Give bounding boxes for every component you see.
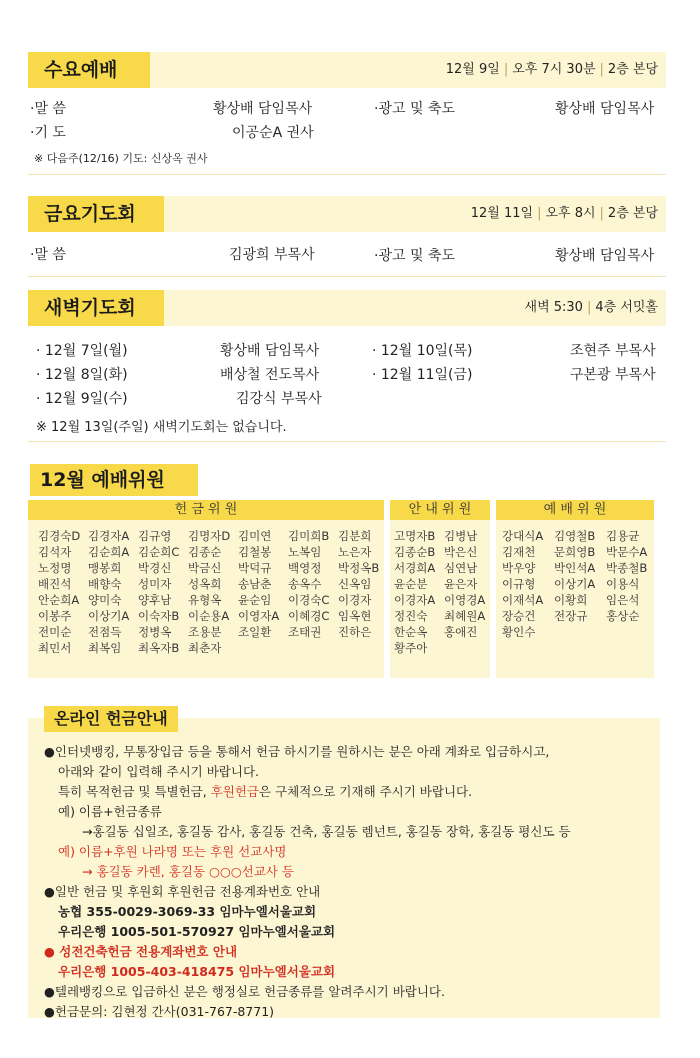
committee-member-name: 전점득 xyxy=(88,625,122,639)
committee-member-name: 김명자D xyxy=(188,529,231,543)
dawn-date: · 12월 10일(목) xyxy=(372,343,473,359)
committee-member-name: 송남춘 xyxy=(238,577,272,591)
online-bullet-4: ●텔레뱅킹으로 입금하신 분은 행정실로 헌금종류를 알려주시기 바랍니다. xyxy=(44,984,445,999)
committee-member-name: 이경자A xyxy=(394,593,436,607)
divider xyxy=(28,174,666,175)
online-example-2-detail: → 홍길동 카렌, 홍길동 ○○○선교사 등 xyxy=(82,864,294,879)
committee-member-name: 박우양 xyxy=(502,561,536,575)
committee-member-name: 양후남 xyxy=(138,593,172,607)
committee-member-name: 배향숙 xyxy=(88,577,122,591)
online-bullet-3: ● 성전건축헌금 전용계좌번호 안내 xyxy=(44,944,238,959)
committee-member-name: 김순희A xyxy=(88,545,130,559)
dawn-preacher: 구본광 부목사 xyxy=(570,367,656,383)
committee-member-name: 이상기A xyxy=(554,577,596,591)
wednesday-title: 수요예배 xyxy=(28,52,150,88)
committee-member-name: 조용분 xyxy=(188,625,222,639)
committee-member-name: 성미자 xyxy=(138,577,172,591)
committee-row xyxy=(38,576,388,592)
committee-member-name: 윤순임 xyxy=(238,593,272,607)
committee-row xyxy=(394,640,492,656)
committee-member-name: 김용균 xyxy=(606,529,640,543)
committee-member-name: 이혜경C xyxy=(288,609,330,623)
committee-member-name: 김미연 xyxy=(238,529,272,543)
account-nonghyup: 농협 355-0029-3069-33 임마누엘서울교회 xyxy=(58,904,317,919)
dawn-preacher: 김강식 부목사 xyxy=(236,391,322,407)
usher-names xyxy=(394,528,492,656)
committee-member-name: 조태권 xyxy=(288,625,322,639)
friday-ad-name: 황상배 담임목사 xyxy=(555,248,655,264)
committee-member-name: 송옥수 xyxy=(288,577,322,591)
online-example-2: 예) 이름+후원 나라명 또는 후원 선교사명 xyxy=(58,844,287,859)
committee-member-name: 박정옥B xyxy=(338,561,380,575)
committee-member-name: 박경신 xyxy=(138,561,172,575)
divider xyxy=(28,441,666,442)
committee-row xyxy=(502,544,658,560)
committee-member-name: 김종순B xyxy=(394,545,436,559)
committee-row xyxy=(394,624,492,640)
committee-row xyxy=(38,560,388,576)
online-example-1: 예) 이름+헌금종류 xyxy=(58,804,162,819)
committee-member-name: 홍상순 xyxy=(606,609,640,623)
wednesday-date: 12월 9일 xyxy=(445,62,500,77)
wednesday-time: 오후 7시 30분 xyxy=(512,62,596,77)
committee-member-name: 최옥자B xyxy=(138,641,180,655)
committee-member-name: 최혜원A xyxy=(444,609,486,623)
committee-member-name: 임은석 xyxy=(606,593,640,607)
dawn-place: 4층 서밋홀 xyxy=(595,300,658,315)
wednesday-ad-label: ·광고 및 축도 xyxy=(374,101,455,117)
divider xyxy=(28,276,666,277)
wednesday-ad-name: 황상배 담임목사 xyxy=(555,101,655,117)
committee-member-name: 조일환 xyxy=(238,625,272,639)
committee-member-name: 신옥임 xyxy=(338,577,372,591)
committee-row xyxy=(38,608,388,624)
committee-row xyxy=(394,576,492,592)
dawn-date: · 12월 7일(월) xyxy=(36,343,128,359)
text: 은 구체적으로 기재해 주시기 바랍니다. xyxy=(259,784,473,799)
offering-header: 헌 금 위 원 xyxy=(28,500,384,520)
committee-member-name: 서경희A xyxy=(394,561,436,575)
committee-member-name: 김병남 xyxy=(444,529,478,543)
committee-member-name: 이황희 xyxy=(554,593,588,607)
dawn-time: 새벽 5:30 xyxy=(524,300,583,315)
committee-member-name: 안순희A xyxy=(38,593,80,607)
committee-member-name: 최춘자 xyxy=(188,641,222,655)
dawn-schedule: 새벽 5:30 | 4층 서밋홀 xyxy=(524,300,658,315)
committee-member-name: 전장규 xyxy=(554,609,588,623)
online-example-1-detail: →홍길동 십일조, 홍길동 감사, 홍길동 건축, 홍길동 렘넌트, 홍길동 장학, 홍길동 평신도 등 xyxy=(82,824,571,839)
committee-row xyxy=(502,640,658,656)
committee-member-name: 김규영 xyxy=(138,529,172,543)
committee-member-name: 김분희 xyxy=(338,529,372,543)
friday-place: 2층 본당 xyxy=(607,206,658,221)
committee-member-name: 김영철B xyxy=(554,529,596,543)
committee-member-name: 노복임 xyxy=(288,545,322,559)
committee-member-name: 이규형 xyxy=(502,577,536,591)
committee-member-name: 이재석A xyxy=(502,593,544,607)
wednesday-prayer-label: ·기 도 xyxy=(30,125,66,141)
committee-member-name: 이봉주 xyxy=(38,609,72,623)
text: 특히 목적헌금 및 특별헌금, xyxy=(58,784,211,799)
committee-member-name: 이숙자B xyxy=(138,609,180,623)
committee-member-name: 정병옥 xyxy=(138,625,172,639)
committee-member-name: 강대식A xyxy=(502,529,544,543)
committee-member-name: 이경숙C xyxy=(288,593,330,607)
committee-row xyxy=(38,624,388,640)
online-bullet-1: ●인터넷뱅킹, 무통장입금 등을 통해서 헌금 하시기를 원하시는 분은 아래 계좌로 입금하시고, xyxy=(44,744,550,759)
committee-member-name: 백영정 xyxy=(288,561,322,575)
committee-member-name: 김경자A xyxy=(88,529,130,543)
committee-row xyxy=(394,560,492,576)
online-offering-title: 온라인 헌금안내 xyxy=(44,706,178,732)
online-bullet-2: ●일반 헌금 및 후원회 후원헌금 전용계좌번호 안내 xyxy=(44,884,321,899)
committee-member-name: 심연남 xyxy=(444,561,478,575)
committee-member-name: 한순옥 xyxy=(394,625,428,639)
committee-row xyxy=(502,576,658,592)
committee-member-name: 문희영B xyxy=(554,545,596,559)
friday-sermon-label: ·말 씀 xyxy=(30,247,66,263)
committee-row xyxy=(502,608,658,624)
friday-schedule: 12월 11일 | 오후 8시 | 2층 본당 xyxy=(470,206,658,221)
committee-row xyxy=(394,608,492,624)
committee-row xyxy=(38,544,388,560)
friday-ad-label: ·광고 및 축도 xyxy=(374,248,455,264)
committee-member-name: 진하은 xyxy=(338,625,372,639)
committee-member-name: 전미순 xyxy=(38,625,72,639)
dawn-preacher: 배상철 전도목사 xyxy=(220,367,320,383)
worship-header: 예 배 위 원 xyxy=(496,500,654,520)
committee-member-name: 박금신 xyxy=(188,561,222,575)
worship-names xyxy=(502,528,658,656)
committee-member-name: 노정명 xyxy=(38,561,72,575)
committee-member-name: 이상기A xyxy=(88,609,130,623)
committee-row xyxy=(394,544,492,560)
committee-member-name: 배진석 xyxy=(38,577,72,591)
friday-time: 오후 8시 xyxy=(545,206,596,221)
committee-member-name: 박은신 xyxy=(444,545,478,559)
committee-table xyxy=(28,500,668,680)
committee-member-name: 김석자 xyxy=(38,545,72,559)
committee-member-name: 박덕규 xyxy=(238,561,272,575)
committee-member-name: 임옥현 xyxy=(338,609,372,623)
dawn-title: 새벽기도회 xyxy=(28,290,164,326)
committee-row xyxy=(502,592,658,608)
committee-member-name: 김순희C xyxy=(138,545,180,559)
committee-member-name: 이용식 xyxy=(606,577,640,591)
friday-sermon-name: 김광희 부목사 xyxy=(229,247,315,263)
committee-title: 12월 예배위원 xyxy=(30,464,198,496)
committee-member-name: 이영자A xyxy=(238,609,280,623)
highlight-text: 후원헌금 xyxy=(210,784,260,799)
account-woori-general: 우리은행 1005-501-570927 임마누엘서울교회 xyxy=(58,924,336,939)
committee-member-name: 박문수A xyxy=(606,545,648,559)
committee-member-name: 고명자B xyxy=(394,529,436,543)
dawn-note: ※ 12월 13일(주일) 새벽기도회는 없습니다. xyxy=(36,420,287,435)
committee-member-name: 김종순 xyxy=(188,545,222,559)
committee-member-name: 김철봉 xyxy=(238,545,272,559)
online-bullet-1-line-3 xyxy=(58,782,472,800)
committee-member-name: 황주아 xyxy=(394,641,428,655)
committee-member-name: 이영경A xyxy=(444,593,486,607)
wednesday-schedule: 12월 9일 | 오후 7시 30분 | 2층 본당 xyxy=(445,62,658,77)
committee-row xyxy=(38,592,388,608)
usher-header: 안 내 위 원 xyxy=(390,500,490,520)
wednesday-place: 2층 본당 xyxy=(607,62,658,77)
committee-row xyxy=(38,640,388,656)
wednesday-sermon-label: ·말 씀 xyxy=(30,101,66,117)
committee-member-name: 장승건 xyxy=(502,609,536,623)
committee-member-name: 황인수 xyxy=(502,625,536,639)
committee-member-name: 박종철B xyxy=(606,561,648,575)
committee-member-name: 맹봉희 xyxy=(88,561,122,575)
committee-member-name: 이순용A xyxy=(188,609,230,623)
committee-row xyxy=(394,592,492,608)
dawn-preacher: 조현주 부목사 xyxy=(570,343,656,359)
wednesday-sermon-name: 황상배 담임목사 xyxy=(213,101,313,117)
committee-row xyxy=(502,528,658,544)
committee-member-name: 최민서 xyxy=(38,641,72,655)
online-bullet-1-line-2: 아래와 같이 입력해 주시기 바랍니다. xyxy=(58,764,259,779)
committee-member-name: 이경자 xyxy=(338,593,372,607)
committee-member-name: 박인석A xyxy=(554,561,596,575)
friday-title: 금요기도회 xyxy=(28,196,164,232)
dawn-date: · 12월 9일(수) xyxy=(36,391,128,407)
friday-date: 12월 11일 xyxy=(470,206,534,221)
committee-row xyxy=(502,624,658,640)
committee-member-name: 양미숙 xyxy=(88,593,122,607)
committee-member-name: 윤은자 xyxy=(444,577,478,591)
committee-member-name: 김경숙D xyxy=(38,529,81,543)
dawn-date: · 12월 8일(화) xyxy=(36,367,128,383)
committee-member-name: 김미희B xyxy=(288,529,330,543)
committee-member-name: 홍애진 xyxy=(444,625,478,639)
online-bullet-5: ●헌금문의: 김현정 간사(031-767-8771) xyxy=(44,1004,275,1019)
committee-member-name: 성옥희 xyxy=(188,577,222,591)
wednesday-prayer-name: 이공순A 권사 xyxy=(232,125,314,141)
offering-names xyxy=(38,528,388,656)
committee-member-name: 정진숙 xyxy=(394,609,428,623)
account-woori-building: 우리은행 1005-403-418475 임마누엘서울교회 xyxy=(58,964,336,979)
committee-row xyxy=(38,528,388,544)
wednesday-note: ※ 다음주(12/16) 기도: 신상옥 권사 xyxy=(34,152,208,165)
committee-row xyxy=(502,560,658,576)
committee-row xyxy=(394,528,492,544)
committee-member-name: 김재천 xyxy=(502,545,536,559)
committee-member-name: 최복임 xyxy=(88,641,122,655)
dawn-preacher: 황상배 담임목사 xyxy=(220,343,320,359)
committee-member-name: 윤순분 xyxy=(394,577,428,591)
committee-member-name: 노은자 xyxy=(338,545,372,559)
dawn-date: · 12월 11일(금) xyxy=(372,367,473,383)
committee-member-name: 유형옥 xyxy=(188,593,222,607)
